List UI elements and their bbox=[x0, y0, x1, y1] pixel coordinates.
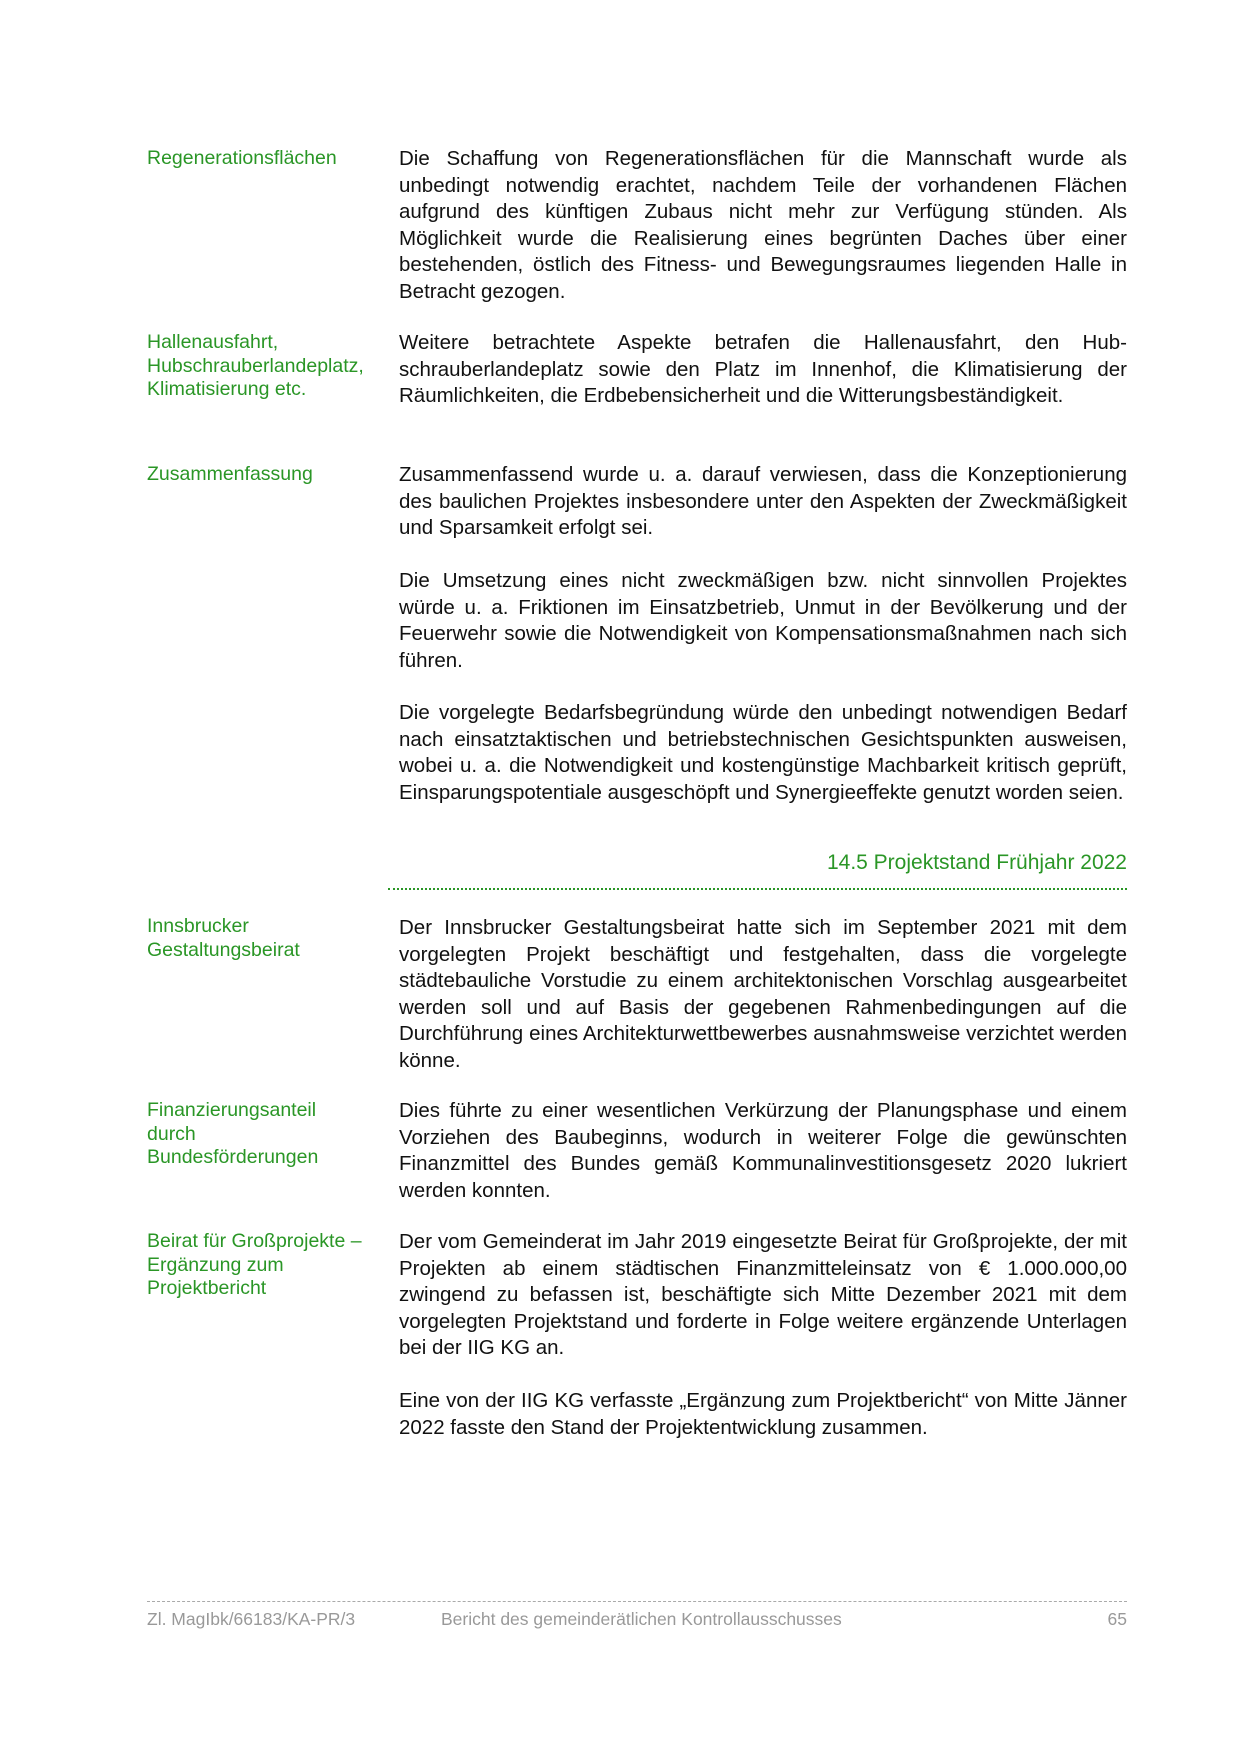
paragraph: Der Innsbrucker Gestaltungsbeirat hatte sich im September 2021 mit dem vorgelegten Projekt beschäftigt und festgehalten, dass die vorgelegte städtebauliche Vorstudie zu einem architektonischen Vorschlag ausgearbeitet werden soll und auf Basis der gegebenen Rahmenbedingungen auf die Durchführung eines Architekturwettbewerbes ausnahmsweise verzichtet werden könne. bbox=[399, 916, 1127, 1072]
margin-label: Beirat für Großprojekte – Ergänzung zum Projektbericht bbox=[147, 1230, 362, 1299]
margin-label: Innsbrucker Gestaltungsbeirat bbox=[147, 915, 300, 961]
paragraph: Dies führte zu einer wesentlichen Verkürzung der Planungsphase und einem Vorziehen des Baubeginns, wodurch in weiterer Folge die gewünschten Finanzmittel des Bundes gemäß Kommunalinvestitionsgesetz 2020 lukriert werden konnten. bbox=[399, 1099, 1127, 1202]
margin-label: Finanzierungsanteil durch Bundesförderungen bbox=[147, 1099, 319, 1168]
paragraph: Der vom Gemeinderat im Jahr 2019 eingesetzte Beirat für Großprojekte, der mit Projekten ab einem städtischen Finanzmitteleinsatz von € 1.000.000,00 zwingend zu befassen ist, beschäftigte sich Mitte Dezember 2021 mit dem vorgelegten Projektstand und forderte in Folge weitere ergänzende Unterlagen bei der IIG KG an. bbox=[399, 1230, 1127, 1359]
paragraph: Die Umsetzung eines nicht zweckmäßigen bzw. nicht sinnvollen Projektes würde u. a. Friktionen im Einsatzbetrieb, Unmut in der Bevölkerung und der Feuerwehr sowie die Notwendigkeit von Kompensationsmaßnahmen nach sich führen. bbox=[399, 569, 1127, 672]
margin-label: Zusammenfassung bbox=[147, 463, 313, 485]
paragraph: Die Schaffung von Regenerationsflächen für die Mannschaft wurde als unbedingt notwendig erachtet, nachdem Teile der vorhandenen Flächen aufgrund des künftigen Zubaus nicht mehr zur Verfügung stünden. Als Möglichkeit wurde die Realisierung eines begrünten Daches über einer bestehenden, östlich des Fitness- und Bewegungsraumes liegenden Halle in Betracht gezogen. bbox=[399, 147, 1127, 303]
paragraph: Eine von der IIG KG verfasste „Ergänzung zum Projektbericht“ von Mitte Jänner 2022 fasste den Stand der Projektentwicklung zusammen. bbox=[399, 1389, 1127, 1439]
paragraph: Die vorgelegte Bedarfsbegründung würde den unbedingt notwendigen Bedarf nach einsatztaktischen und betriebstechnischen Gesichtspunkten ausweisen, wobei u. a. die Notwendigkeit und kostengünstige Machbarkeit kritisch geprüft, Einsparungspotentiale ausgeschöpft und Synergieeffekte genutzt worden seien. bbox=[399, 701, 1127, 804]
heading-divider bbox=[388, 888, 1127, 890]
page-number: 65 bbox=[1107, 1609, 1127, 1629]
margin-label: Regenerationsflächen bbox=[147, 147, 337, 169]
section-heading: 14.5 Projektstand Frühjahr 2022 bbox=[826, 851, 1127, 874]
paragraph: Zusammenfassend wurde u. a. darauf verwiesen, dass die Konzeptionierung des baulichen Projektes insbesondere unter den Aspekten der Zweckmäßigkeit und Sparsamkeit erfolgt sei. bbox=[399, 463, 1127, 539]
footer-title: Bericht des gemeinderätlichen Kontrollausschusses bbox=[441, 1609, 842, 1629]
footer-divider bbox=[147, 1601, 1127, 1602]
footer-reference: Zl. MagIbk/66183/KA-PR/3 bbox=[147, 1609, 356, 1629]
paragraph: Weitere betrachtete Aspekte betrafen die Hallenausfahrt, den Hubschrauberlandeplatz sowie den Platz im Innenhof, die Klimatisierung der Räumlichkeiten, die Erdbebensicherheit und die Witterungsbeständigkeit. bbox=[399, 331, 1127, 407]
margin-label: Hallenausfahrt, Hubschrauberlandeplatz, Klimatisierung etc. bbox=[147, 331, 364, 400]
